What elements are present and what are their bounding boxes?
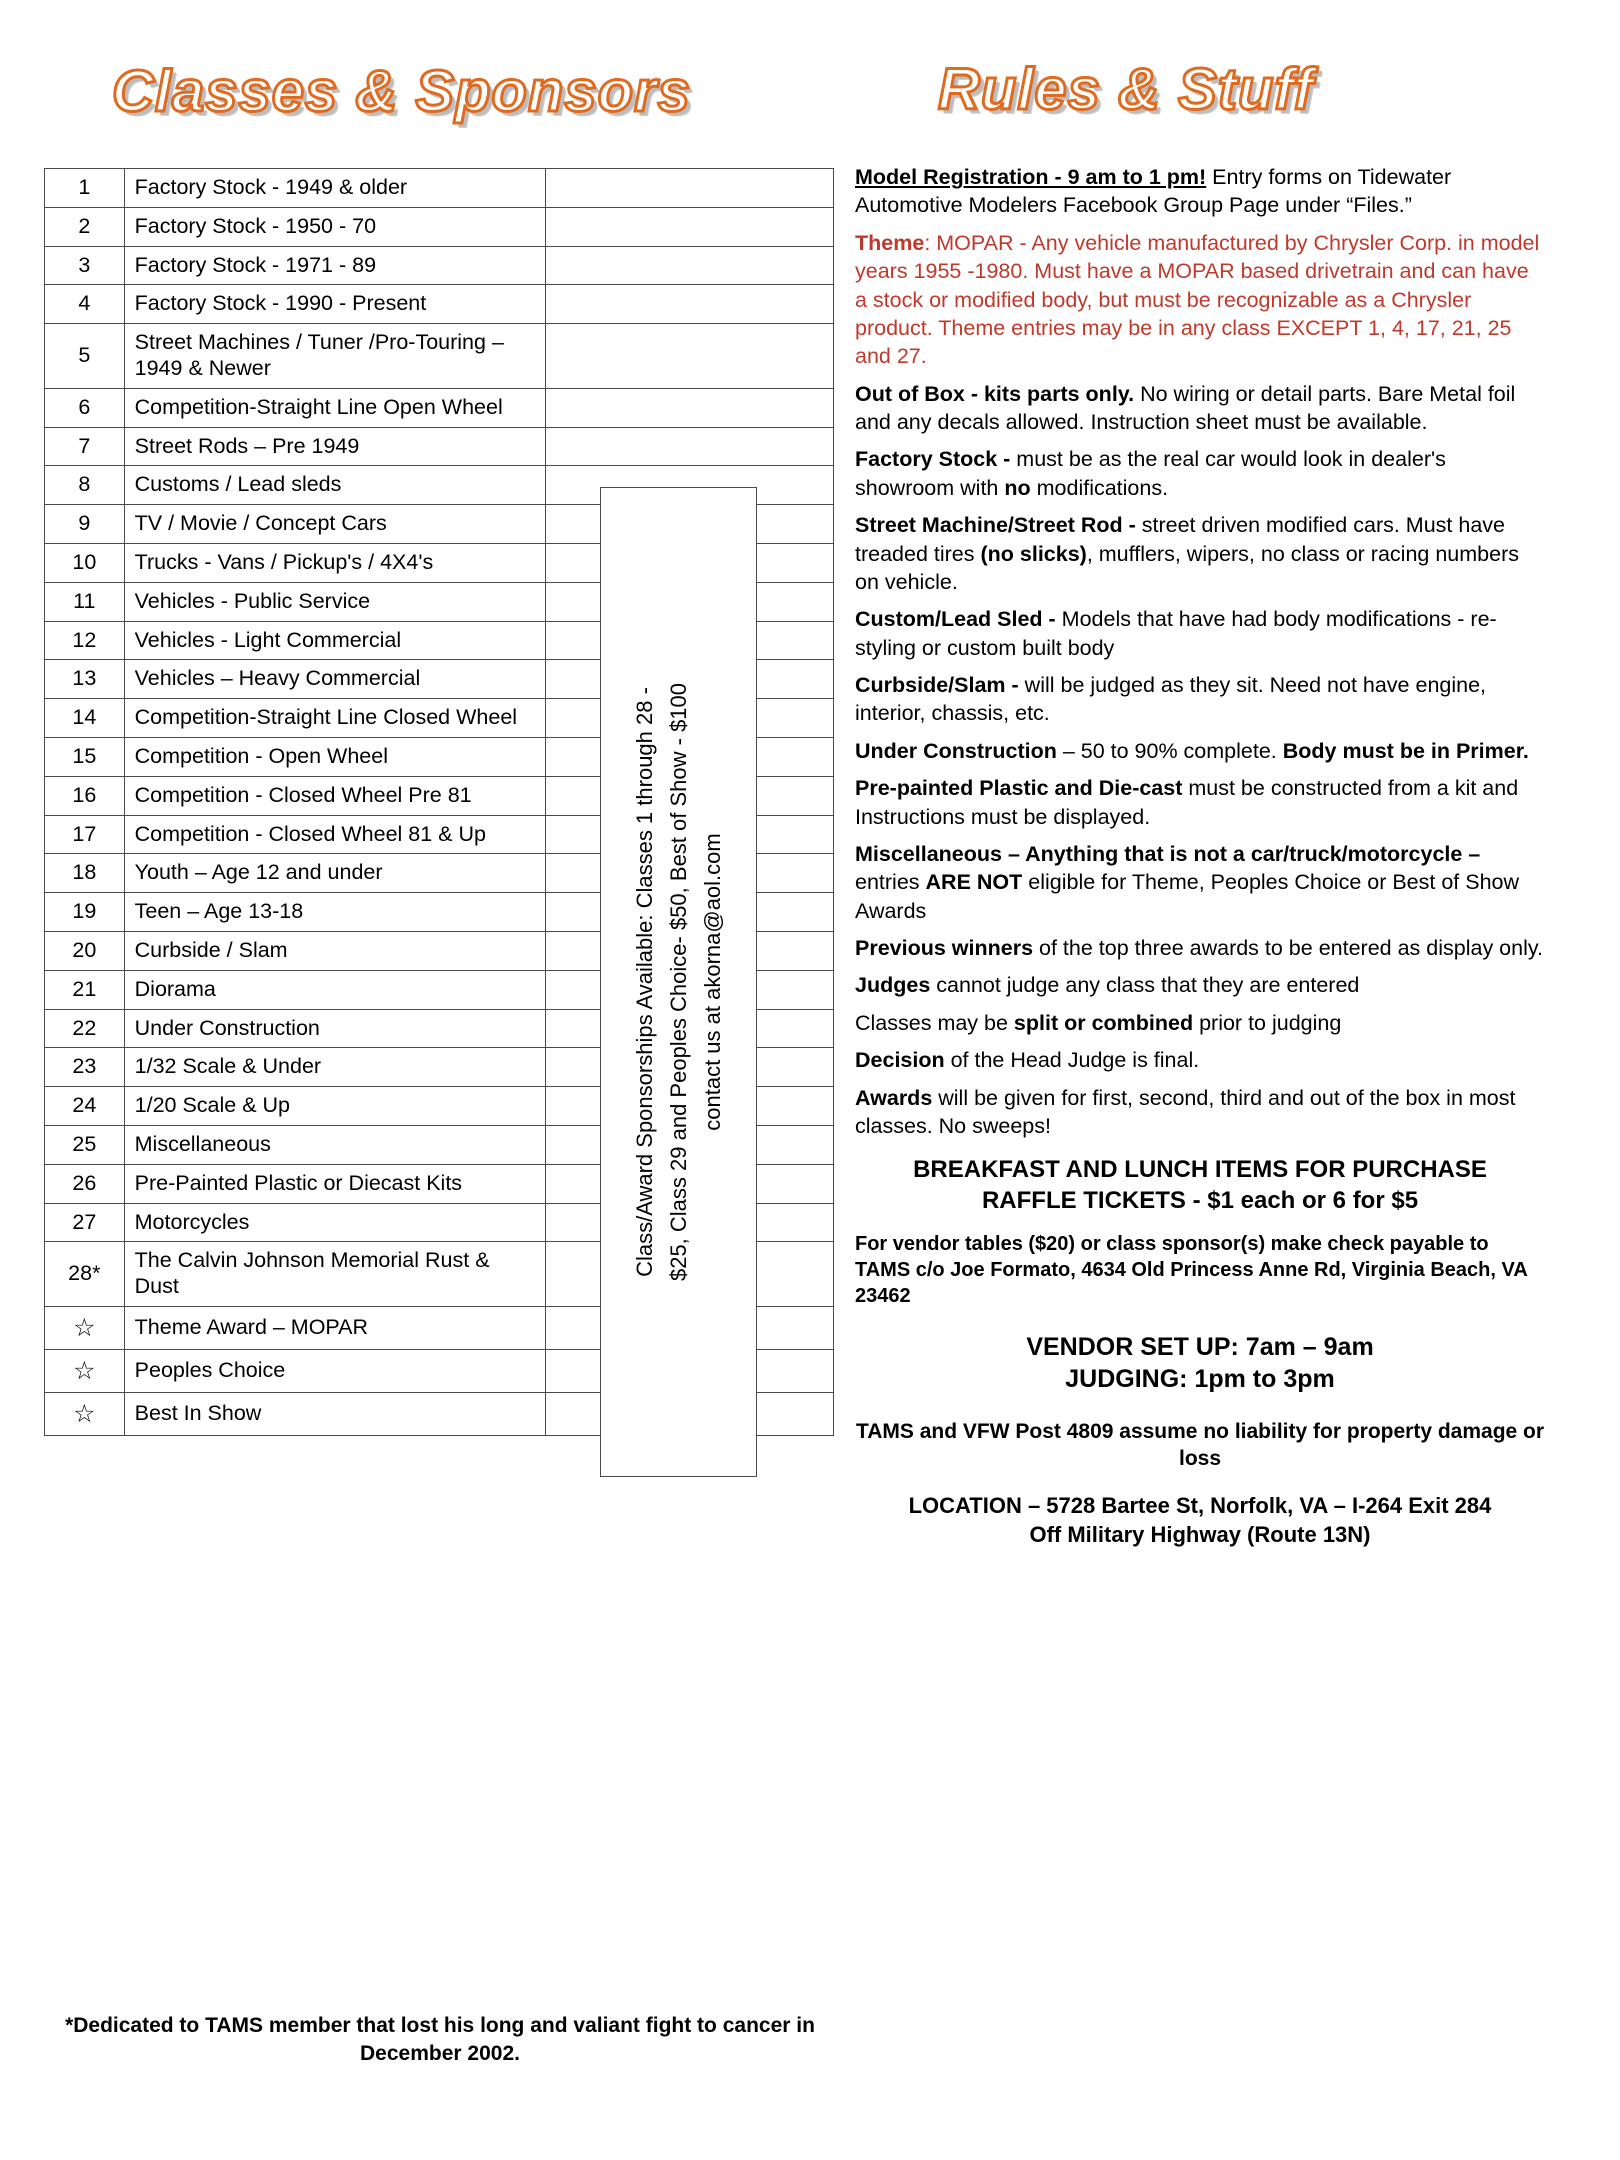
class-name: Teen – Age 13-18 [124, 893, 546, 932]
rule-judges [855, 971, 1545, 999]
sponsor-blank [546, 285, 834, 324]
class-number: 1 [45, 169, 125, 208]
class-number: 5 [45, 324, 125, 389]
class-number: 7 [45, 427, 125, 466]
class-name: TV / Movie / Concept Cars [124, 505, 546, 544]
class-number: 24 [45, 1087, 125, 1126]
class-name: Competition-Straight Line Closed Wheel [124, 699, 546, 738]
breakfast-lunch-line: BREAKFAST AND LUNCH ITEMS FOR PURCHASE [913, 1156, 1487, 1184]
rule-street-machine-emphasis: (no slicks) [980, 541, 1087, 566]
rule-awards-text: will be given for first, second, third and out of the box in most classes. No sweeps! [855, 1085, 1516, 1138]
class-name: Factory Stock - 1971 - 89 [124, 246, 546, 285]
dedication-footnote: *Dedicated to TAMS member that lost his long and valiant fight to cancer in December 2002. [65, 2014, 815, 2066]
class-number: 17 [45, 815, 125, 854]
rule-registration-label: Model Registration - 9 am to 1 pm! [855, 165, 1207, 189]
class-name: Factory Stock - 1990 - Present [124, 285, 546, 324]
class-name: Youth – Age 12 and under [124, 854, 546, 893]
class-number: 13 [45, 660, 125, 699]
table-row [45, 388, 834, 427]
rule-under-construction-emphasis: Body must be in Primer. [1282, 738, 1529, 763]
rule-miscellaneous-label: Miscellaneous – Anything that is not a car/truck/motorcycle – [855, 841, 1481, 866]
rule-out-of-box-label: Out of Box - kits parts only. [855, 381, 1135, 406]
class-number: 25 [45, 1125, 125, 1164]
class-name: Competition - Closed Wheel 81 & Up [124, 815, 546, 854]
rule-factory-stock-label: Factory Stock - [855, 447, 1011, 472]
sponsor-blank [546, 388, 834, 427]
liability-notice: TAMS and VFW Post 4809 assume no liability for property damage or loss [855, 1419, 1545, 1470]
rule-factory-stock [855, 445, 1545, 502]
rule-decision-text: of the Head Judge is final. [944, 1048, 1200, 1073]
sponsor-blank [546, 324, 834, 389]
rule-split-combined-text-a: Classes may be [855, 1010, 1014, 1035]
rule-miscellaneous-emphasis: ARE NOT [925, 870, 1023, 895]
rule-pre-painted-label: Pre-painted Plastic and Die-cast [855, 776, 1183, 801]
table-row [45, 324, 834, 389]
rule-curbside-slam-text: will be judged as they sit. Need not have engine, interior, chassis, etc. [855, 673, 1487, 726]
rule-registration [855, 163, 1545, 220]
sponsorship-line-3: contact us at akorna@aol.com [699, 833, 725, 1131]
class-name: Best In Show [124, 1392, 546, 1435]
rule-decision-label: Decision [855, 1048, 945, 1073]
rule-factory-stock-emphasis: no [1004, 475, 1031, 500]
rule-street-machine-text-a: street driven modified cars. Must have treaded tires [855, 513, 1505, 566]
rule-theme [855, 229, 1545, 371]
rule-under-construction [855, 737, 1545, 765]
sponsor-blank [546, 169, 834, 208]
class-name: Vehicles - Light Commercial [124, 621, 546, 660]
star-icon: ☆ [45, 1349, 125, 1392]
class-number: 26 [45, 1164, 125, 1203]
class-number: 10 [45, 543, 125, 582]
rule-factory-stock-text-a: must be as the real car would look in dealer's showroom with [855, 447, 1446, 500]
class-number: 6 [45, 388, 125, 427]
class-number: 19 [45, 893, 125, 932]
class-number: 15 [45, 737, 125, 776]
rule-custom-lead-sled-label: Custom/Lead Sled - [855, 607, 1056, 632]
class-name: Curbside / Slam [124, 931, 546, 970]
sponsorship-line-1: Class/Award Sponsorships Available: Classes 1 through 28 - [631, 687, 657, 1277]
class-name: Competition - Closed Wheel Pre 81 [124, 776, 546, 815]
rule-curbside-slam-label: Curbside/Slam - [855, 673, 1019, 697]
rule-out-of-box [855, 380, 1545, 437]
rule-decision [855, 1046, 1545, 1074]
rule-awards [855, 1084, 1545, 1141]
rule-previous-winners [855, 934, 1545, 962]
rule-miscellaneous-text-b: eligible for Theme, Peoples Choice or Best of Show Awards [855, 870, 1520, 923]
table-row [45, 427, 834, 466]
rule-pre-painted-text: must be constructed from a kit and Instructions must be displayed. [855, 776, 1519, 829]
class-name: Diorama [124, 970, 546, 1009]
rule-street-machine-text-b: , mufflers, wipers, no class or racing numbers on vehicle. [855, 541, 1519, 594]
sponsorship-callout [600, 487, 757, 1477]
sponsor-blank [546, 207, 834, 246]
rule-under-construction-text: – 50 to 90% complete. [1056, 738, 1283, 763]
class-name: Street Machines / Tuner /Pro-Touring – 1949 & Newer [124, 324, 546, 389]
rule-previous-winners-text: of the top three awards to be entered as display only. [1033, 936, 1543, 960]
rule-factory-stock-text-b: modifications. [1030, 475, 1169, 500]
class-number: 4 [45, 285, 125, 324]
rule-awards-label: Awards [855, 1085, 933, 1110]
class-number: 22 [45, 1009, 125, 1048]
class-number: 27 [45, 1203, 125, 1242]
sponsor-blank [546, 427, 834, 466]
class-number: 16 [45, 776, 125, 815]
class-number: 21 [45, 970, 125, 1009]
class-name: Customs / Lead sleds [124, 466, 546, 505]
class-number: 12 [45, 621, 125, 660]
rule-miscellaneous-text-a: entries [855, 870, 926, 895]
raffle-tickets-line: RAFFLE TICKETS - $1 each or 6 for $5 [981, 1187, 1419, 1215]
star-icon: ☆ [45, 1306, 125, 1349]
concessions-notice [855, 1154, 1545, 1216]
class-number: 2 [45, 207, 125, 246]
class-name: Under Construction [124, 1009, 546, 1048]
table-row [45, 169, 834, 208]
rule-custom-lead-sled [855, 605, 1545, 662]
class-name: 1/32 Scale & Under [124, 1048, 546, 1087]
class-number: 11 [45, 582, 125, 621]
table-row [45, 285, 834, 324]
rule-out-of-box-text: No wiring or detail parts. Bare Metal foil and any decals allowed. Instruction sheet must be available. [855, 381, 1516, 434]
rule-judges-text: cannot judge any class that they are entered [930, 973, 1360, 998]
rule-theme-label: Theme [855, 230, 925, 255]
class-name: 1/20 Scale & Up [124, 1087, 546, 1126]
page-title-classes: Classes & Sponsors [112, 59, 691, 124]
class-name: Miscellaneous [124, 1125, 546, 1164]
class-name: Street Rods – Pre 1949 [124, 427, 546, 466]
rule-miscellaneous [855, 840, 1545, 925]
sponsorship-line-2: $25, Class 29 and Peoples Choice- $50, Best of Show - $100 [665, 682, 691, 1282]
class-name: Factory Stock - 1949 & older [124, 169, 546, 208]
class-name: Competition-Straight Line Open Wheel [124, 388, 546, 427]
class-number: 18 [45, 854, 125, 893]
location-block [855, 1492, 1545, 1549]
rule-split-combined [855, 1009, 1545, 1037]
class-number: 9 [45, 505, 125, 544]
location-line-2: Off Military Highway (Route 13N) [1029, 1521, 1371, 1547]
rule-previous-winners-label: Previous winners [855, 936, 1034, 960]
class-name: Peoples Choice [124, 1349, 546, 1392]
class-name: Factory Stock - 1950 - 70 [124, 207, 546, 246]
schedule-block [855, 1331, 1545, 1396]
location-line-1: LOCATION – 5728 Bartee St, Norfolk, VA – I-264 Exit 284 [908, 1493, 1492, 1519]
class-number: 23 [45, 1048, 125, 1087]
table-row [45, 246, 834, 285]
rule-under-construction-label: Under Construction [855, 738, 1057, 763]
sponsorship-text [627, 502, 729, 1462]
class-number: 28* [45, 1242, 125, 1307]
class-name: The Calvin Johnson Memorial Rust & Dust [124, 1242, 546, 1307]
class-name: Vehicles – Heavy Commercial [124, 660, 546, 699]
sponsor-blank [546, 246, 834, 285]
rule-registration-text: Entry forms on Tidewater Automotive Modelers Facebook Group Page under “Files.” [855, 165, 1452, 218]
vendor-payment-note: For vendor tables ($20) or class sponsor(s) make check payable to TAMS c/o Joe Formato, 4634 Old Princess Anne Rd, Virginia Beach, VA 23462 [855, 1232, 1528, 1307]
rule-theme-text: : MOPAR - Any vehicle manufactured by Chrysler Corp. in model years 1955 -1980. Must have a MOPAR based drivetrain and can have a stock or modified body, but must be recognizable as a Chrysler product. Theme entries may be in any class EXCEPT 1, 4, 17, 21, 25 and 27. [855, 230, 1540, 369]
class-number: 8 [45, 466, 125, 505]
rule-street-machine-label: Street Machine/Street Rod - [855, 513, 1136, 538]
rule-custom-lead-sled-text: Models that have had body modifications - re-styling or custom built body [855, 607, 1497, 660]
rules-column [855, 163, 1545, 1549]
table-row [45, 207, 834, 246]
class-number: 14 [45, 699, 125, 738]
star-icon: ☆ [45, 1392, 125, 1435]
class-name: Competition - Open Wheel [124, 737, 546, 776]
rule-split-combined-text-b: prior to judging [1193, 1010, 1342, 1035]
class-number: 3 [45, 246, 125, 285]
rule-curbside-slam [855, 671, 1545, 728]
rule-split-combined-emphasis: split or combined [1013, 1010, 1194, 1035]
class-name: Pre-Painted Plastic or Diecast Kits [124, 1164, 546, 1203]
class-name: Motorcycles [124, 1203, 546, 1242]
page-title-rules: Rules & Stuff [938, 57, 1315, 122]
class-number: 20 [45, 931, 125, 970]
judging-time: JUDGING: 1pm to 3pm [1065, 1365, 1335, 1394]
rule-judges-label: Judges [855, 973, 931, 998]
rule-pre-painted [855, 774, 1545, 831]
vendor-setup-time: VENDOR SET UP: 7am – 9am [1026, 1332, 1374, 1361]
class-name: Vehicles - Public Service [124, 582, 546, 621]
class-name: Trucks - Vans / Pickup's / 4X4's [124, 543, 546, 582]
class-name: Theme Award – MOPAR [124, 1306, 546, 1349]
rule-street-machine [855, 511, 1545, 596]
